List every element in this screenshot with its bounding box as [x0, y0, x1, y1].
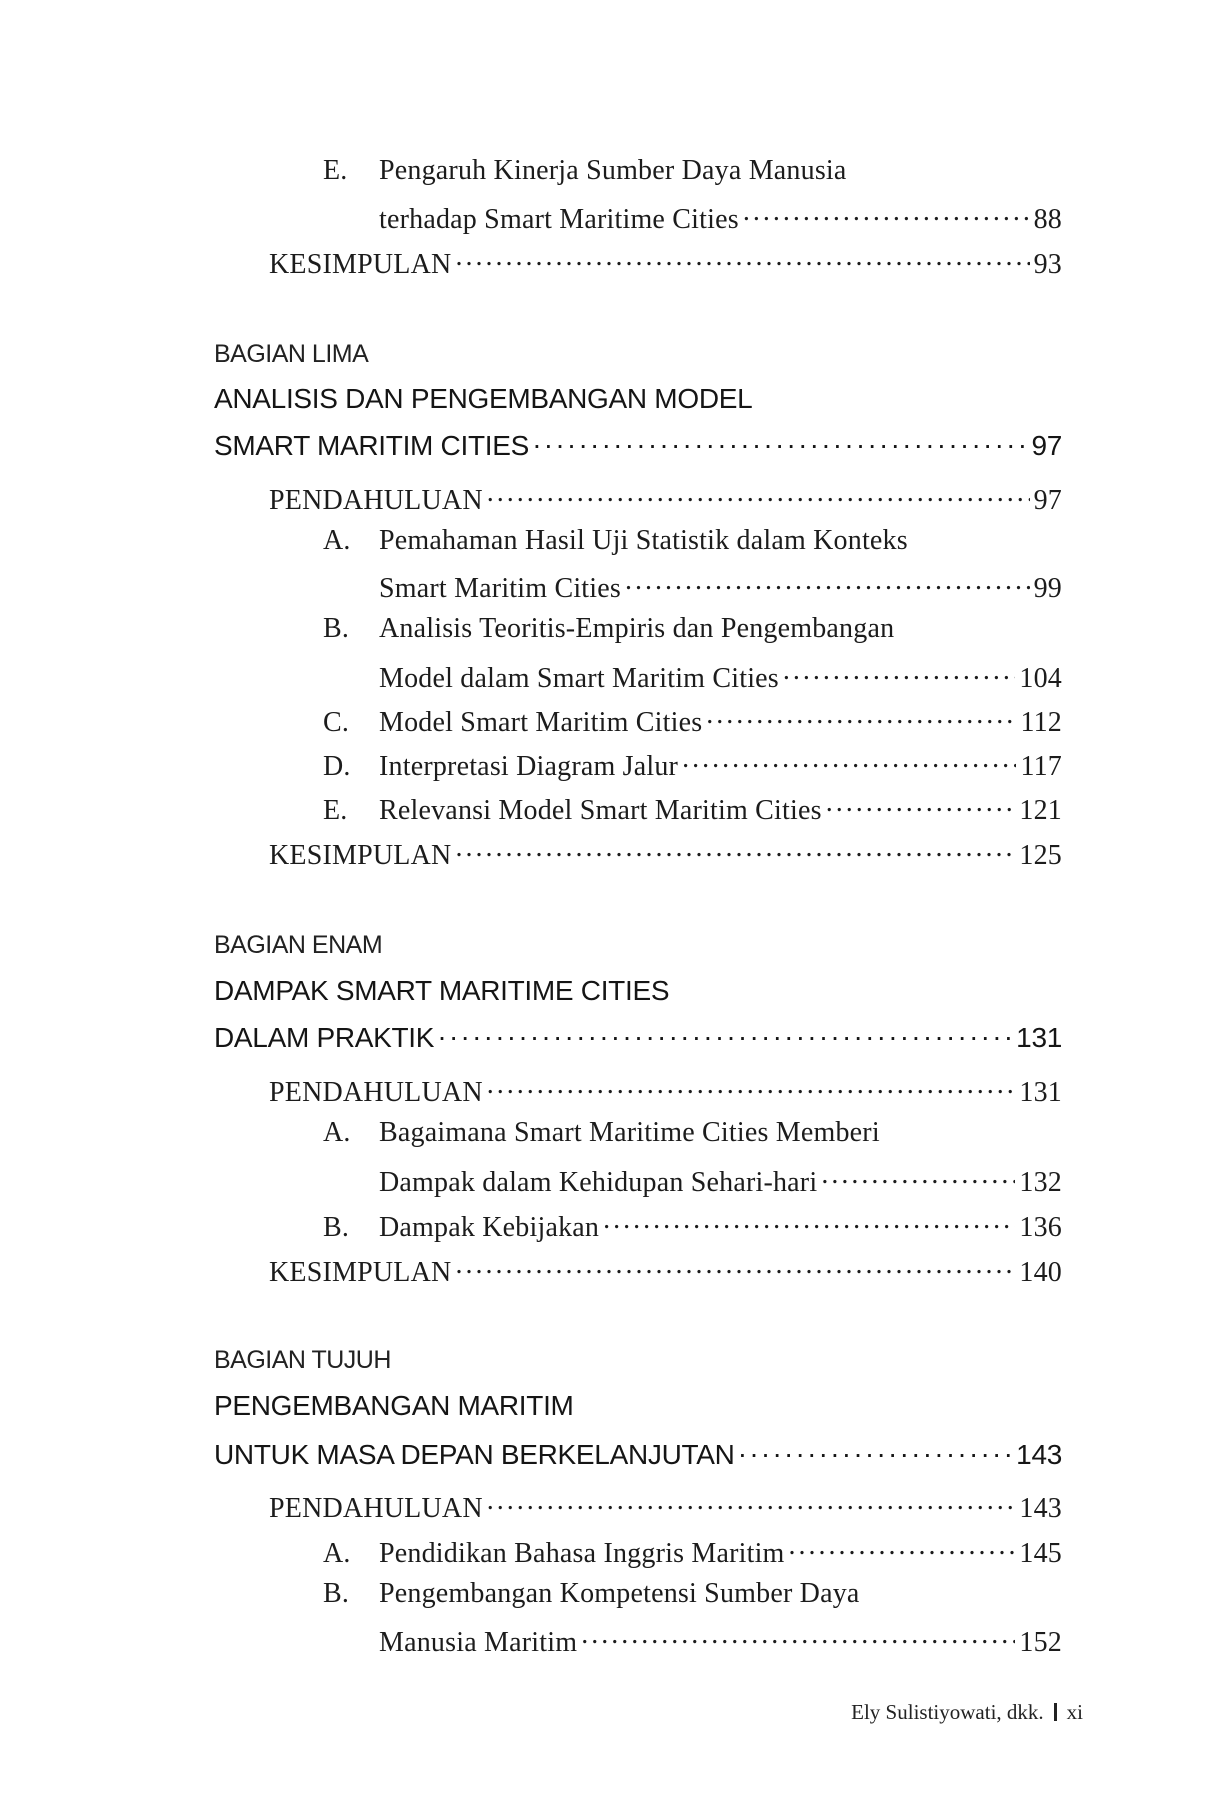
page-number: 131	[1016, 1022, 1062, 1053]
page-number: 121	[1019, 795, 1062, 826]
item-title: Model dalam Smart Maritim Cities	[379, 663, 779, 694]
part-title-line: SMART MARITIM CITIES	[214, 430, 529, 461]
item-title: Manusia Maritim	[379, 1627, 578, 1658]
page-number: 143	[1019, 1493, 1062, 1524]
toc-item[interactable]	[323, 1117, 1062, 1161]
item-letter: D.	[323, 751, 351, 782]
toc-item[interactable]	[323, 613, 1062, 657]
item-letter: A.	[323, 525, 351, 556]
conclusion-label: KESIMPULAN	[269, 249, 452, 280]
leader-dots	[533, 427, 1027, 455]
footer-separator	[1054, 1703, 1057, 1721]
leader-dots	[455, 1253, 1015, 1281]
item-letter: C.	[323, 707, 350, 738]
item-title: Model Smart Maritim Cities	[379, 707, 703, 738]
toc-conclusion[interactable]	[269, 836, 1062, 880]
toc-intro[interactable]	[269, 481, 1062, 525]
leader-dots	[455, 245, 1029, 273]
item-letter: B.	[323, 1578, 350, 1609]
leader-dots	[487, 481, 1030, 509]
toc-item[interactable]	[323, 791, 1062, 835]
item-title: Smart Maritim Cities	[379, 573, 621, 604]
page-number: 145	[1019, 1538, 1062, 1569]
item-title: Pendidikan Bahasa Inggris Maritim	[379, 1538, 785, 1569]
page-number: 117	[1020, 751, 1062, 782]
leader-dots	[789, 1534, 1016, 1562]
item-title: Pengaruh Kinerja Sumber Daya Manusia	[379, 155, 847, 186]
leader-dots	[581, 1623, 1015, 1651]
page-number: 93	[1033, 249, 1062, 280]
footer-page-number: xi	[1066, 1700, 1083, 1724]
toc-intro[interactable]	[269, 1489, 1062, 1533]
item-letter: E.	[323, 795, 348, 826]
part-title[interactable]	[214, 383, 1062, 427]
item-title: Pemahaman Hasil Uji Statistik dalam Konteks	[379, 525, 908, 556]
item-letter: A.	[323, 1538, 351, 1569]
item-title: Dampak dalam Kehidupan Sehari-hari	[379, 1167, 818, 1198]
leader-dots	[682, 747, 1016, 775]
page-number: 99	[1033, 573, 1062, 604]
page-number: 136	[1019, 1212, 1062, 1243]
leader-dots	[743, 200, 1030, 228]
page-number: 152	[1019, 1627, 1062, 1658]
toc-item[interactable]	[323, 703, 1062, 747]
item-title: Pengembangan Kompetensi Sumber Daya	[379, 1578, 860, 1609]
part-title-line: UNTUK MASA DEPAN BERKELANJUTAN	[214, 1439, 735, 1470]
part-title[interactable]	[214, 427, 1062, 471]
part-title-line: ANALISIS DAN PENGEMBANGAN MODEL	[214, 383, 753, 414]
leader-dots	[438, 1019, 1012, 1047]
item-title: Interpretasi Diagram Jalur	[379, 751, 679, 782]
page-number: 97	[1031, 430, 1062, 461]
page-footer	[851, 1700, 1083, 1725]
part-title[interactable]	[214, 1436, 1062, 1480]
intro-label: PENDAHULUAN	[269, 1077, 483, 1108]
toc-item-continuation[interactable]	[379, 1623, 1062, 1667]
part-kicker-text: BAGIAN ENAM	[214, 931, 383, 959]
page-number: 88	[1033, 204, 1062, 235]
leader-dots	[625, 569, 1030, 597]
toc-conclusion[interactable]	[269, 245, 1062, 289]
page-number: 131	[1019, 1077, 1062, 1108]
leader-dots	[739, 1436, 1013, 1464]
part-title[interactable]	[214, 975, 1062, 1019]
item-letter: B.	[323, 613, 350, 644]
leader-dots	[826, 791, 1016, 819]
page-number: 140	[1019, 1257, 1062, 1288]
toc-item[interactable]	[323, 1208, 1062, 1252]
page-number: 112	[1020, 707, 1062, 738]
item-title: Dampak Kebijakan	[379, 1212, 600, 1243]
item-title: Analisis Teoritis-Empiris dan Pengembangan	[379, 613, 895, 644]
page-number: 143	[1016, 1439, 1062, 1470]
leader-dots	[603, 1208, 1015, 1236]
item-letter: E.	[323, 155, 348, 186]
toc-item[interactable]	[323, 525, 1062, 569]
intro-label: PENDAHULUAN	[269, 1493, 483, 1524]
item-letter: A.	[323, 1117, 351, 1148]
leader-dots	[706, 703, 1016, 731]
item-title: Bagaimana Smart Maritime Cities Memberi	[379, 1117, 880, 1148]
part-title-line: DAMPAK SMART MARITIME CITIES	[214, 975, 670, 1006]
part-kicker-text: BAGIAN LIMA	[214, 340, 369, 368]
part-title-line: DALAM PRAKTIK	[214, 1022, 435, 1053]
footer-author: Ely Sulistiyowati, dkk.	[851, 1700, 1044, 1724]
part-kicker	[214, 340, 1062, 384]
page-number: 104	[1019, 663, 1062, 694]
conclusion-label: KESIMPULAN	[269, 1257, 452, 1288]
toc-item[interactable]	[323, 747, 1062, 791]
page-number: 125	[1019, 840, 1062, 871]
leader-dots	[455, 836, 1015, 864]
conclusion-label: KESIMPULAN	[269, 840, 452, 871]
leader-dots	[487, 1073, 1016, 1101]
page-number: 132	[1019, 1167, 1062, 1198]
toc-item-continuation[interactable]	[379, 1163, 1062, 1207]
leader-dots	[783, 659, 1015, 687]
part-title[interactable]	[214, 1390, 1062, 1434]
toc-item[interactable]	[323, 155, 1062, 199]
part-kicker	[214, 931, 1062, 975]
leader-dots	[487, 1489, 1016, 1517]
toc-intro[interactable]	[269, 1073, 1062, 1117]
page-number: 97	[1033, 485, 1062, 516]
toc-conclusion[interactable]	[269, 1253, 1062, 1297]
item-title: terhadap Smart Maritime Cities	[379, 204, 739, 235]
part-title-line: PENGEMBANGAN MARITIM	[214, 1390, 574, 1421]
part-kicker-text: BAGIAN TUJUH	[214, 1346, 391, 1374]
toc-item-continuation[interactable]	[379, 659, 1062, 703]
item-title: Relevansi Model Smart Maritim Cities	[379, 795, 822, 826]
toc-item[interactable]	[323, 1578, 1062, 1622]
part-kicker	[214, 1346, 1062, 1390]
toc-item-continuation[interactable]	[379, 200, 1062, 244]
leader-dots	[821, 1163, 1015, 1191]
part-title[interactable]	[214, 1019, 1062, 1063]
item-letter: B.	[323, 1212, 350, 1243]
intro-label: PENDAHULUAN	[269, 485, 483, 516]
toc-item[interactable]	[323, 1534, 1062, 1578]
toc-item-continuation[interactable]	[379, 569, 1062, 613]
